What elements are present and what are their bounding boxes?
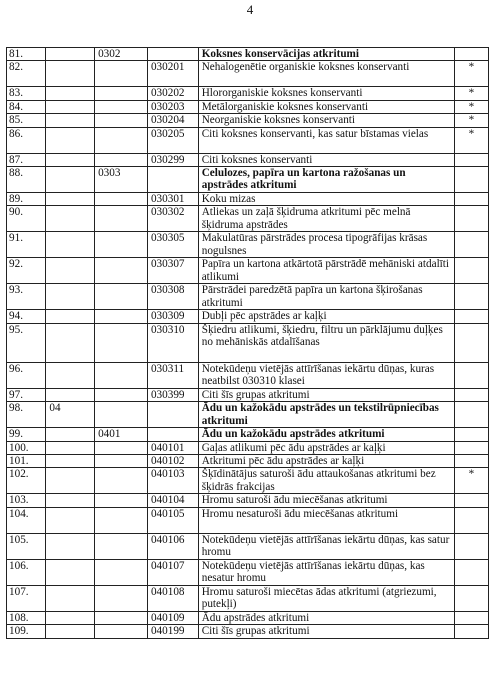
waste-name-cell: Celulozes, papīra un kartona ražošanas un apstrādes atkritumi xyxy=(198,167,454,193)
subgroup-code-cell xyxy=(95,193,148,206)
waste-name-cell: Koku mizas xyxy=(198,193,454,206)
hazardous-mark-cell xyxy=(454,323,488,362)
group-code-cell xyxy=(46,258,95,284)
hazardous-mark-cell: * xyxy=(454,100,488,113)
group-code-cell xyxy=(46,585,95,611)
row-number-cell: 88. xyxy=(7,167,46,193)
hazardous-mark-cell xyxy=(454,232,488,258)
hazardous-mark-cell xyxy=(454,559,488,585)
hazardous-mark-cell: * xyxy=(454,127,488,153)
hazardous-mark-cell xyxy=(454,48,488,61)
subgroup-code-cell xyxy=(95,507,148,533)
subgroup-code-cell xyxy=(95,87,148,100)
waste-code-cell xyxy=(147,402,198,428)
table-row xyxy=(7,533,489,559)
group-code-cell xyxy=(46,611,95,624)
table-row xyxy=(7,258,489,284)
hazardous-mark-cell: * xyxy=(454,87,488,100)
waste-name-cell: Ādu un kažokādu apstrādes atkritumi xyxy=(198,428,454,441)
table-row xyxy=(7,48,489,61)
hazardous-mark-cell xyxy=(454,402,488,428)
row-number-cell: 89. xyxy=(7,193,46,206)
page-number: 4 xyxy=(246,2,254,17)
subgroup-code-cell xyxy=(95,402,148,428)
waste-name-cell: Papīra un kartona atkārtotā pārstrādē mehāniski atdalīti atlikumi xyxy=(198,258,454,284)
row-number-cell: 106. xyxy=(7,559,46,585)
waste-code-cell: 030310 xyxy=(147,323,198,362)
group-code-cell xyxy=(46,494,95,507)
row-number-cell: 102. xyxy=(7,468,46,494)
waste-code-cell: 030311 xyxy=(147,362,198,388)
subgroup-code-cell xyxy=(95,127,148,153)
waste-name-cell: Koksnes konservācijas atkritumi xyxy=(198,48,454,61)
group-code-cell xyxy=(46,362,95,388)
hazardous-mark-cell xyxy=(454,388,488,401)
group-code-cell xyxy=(46,323,95,362)
waste-code-cell: 040107 xyxy=(147,559,198,585)
table-row xyxy=(7,507,489,533)
waste-name-cell: Citi šīs grupas atkritumi xyxy=(198,625,454,638)
waste-code-cell: 030205 xyxy=(147,127,198,153)
table-row xyxy=(7,428,489,441)
table-row xyxy=(7,87,489,100)
waste-code-cell: 040104 xyxy=(147,494,198,507)
row-number-cell: 101. xyxy=(7,455,46,468)
row-number-cell: 98. xyxy=(7,402,46,428)
row-number-cell: 100. xyxy=(7,441,46,454)
waste-code-cell: 030299 xyxy=(147,153,198,166)
row-number-cell: 81. xyxy=(7,48,46,61)
row-number-cell: 94. xyxy=(7,310,46,323)
waste-code-cell xyxy=(147,48,198,61)
subgroup-code-cell xyxy=(95,61,148,87)
subgroup-code-cell xyxy=(95,232,148,258)
waste-classification-table xyxy=(6,47,489,639)
row-number-cell: 84. xyxy=(7,100,46,113)
group-code-cell xyxy=(46,114,95,127)
waste-name-cell: Atliekas un zaļā šķidruma atkritumi pēc melnā šķidruma apstrādes xyxy=(198,206,454,232)
waste-code-cell: 040109 xyxy=(147,611,198,624)
group-code-cell xyxy=(46,48,95,61)
waste-code-cell: 040101 xyxy=(147,441,198,454)
group-code-cell: 04 xyxy=(46,402,95,428)
row-number-cell: 108. xyxy=(7,611,46,624)
waste-code-cell: 030399 xyxy=(147,388,198,401)
group-code-cell xyxy=(46,100,95,113)
waste-code-cell xyxy=(147,428,198,441)
waste-code-cell: 030302 xyxy=(147,206,198,232)
table-row xyxy=(7,100,489,113)
row-number-cell: 97. xyxy=(7,388,46,401)
waste-name-cell: Metālorganiskie koksnes konservanti xyxy=(198,100,454,113)
row-number-cell: 85. xyxy=(7,114,46,127)
group-code-cell xyxy=(46,193,95,206)
hazardous-mark-cell: * xyxy=(454,114,488,127)
subgroup-code-cell xyxy=(95,468,148,494)
waste-name-cell: Neorganiskie koksnes konservanti xyxy=(198,114,454,127)
subgroup-code-cell xyxy=(95,559,148,585)
waste-code-cell: 040102 xyxy=(147,455,198,468)
hazardous-mark-cell xyxy=(454,441,488,454)
waste-code-cell: 030305 xyxy=(147,232,198,258)
row-number-cell: 93. xyxy=(7,284,46,310)
waste-name-cell: Notekūdeņu vietējās attīrīšanas iekārtu dūņas, kas nesatur hromu xyxy=(198,559,454,585)
waste-code-cell: 030308 xyxy=(147,284,198,310)
group-code-cell xyxy=(46,533,95,559)
table-row xyxy=(7,206,489,232)
waste-code-cell: 030203 xyxy=(147,100,198,113)
waste-name-cell: Gaļas atlikumi pēc ādu apstrādes ar kaļķi xyxy=(198,441,454,454)
waste-name-cell: Atkritumi pēc ādu apstrādes ar kaļķi xyxy=(198,455,454,468)
waste-name-cell: Ādu un kažokādu apstrādes un tekstilrūpniecības atkritumi xyxy=(198,402,454,428)
table-row xyxy=(7,559,489,585)
hazardous-mark-cell xyxy=(454,455,488,468)
subgroup-code-cell xyxy=(95,441,148,454)
subgroup-code-cell xyxy=(95,284,148,310)
table-row xyxy=(7,468,489,494)
table-row xyxy=(7,625,489,638)
group-code-cell xyxy=(46,127,95,153)
table-row xyxy=(7,232,489,258)
waste-code-cell: 040108 xyxy=(147,585,198,611)
waste-name-cell: Notekūdeņu vietējās attīrīšanas iekārtu dūņas, kuras neatbilst 030310 klasei xyxy=(198,362,454,388)
row-number-cell: 96. xyxy=(7,362,46,388)
waste-name-cell: Ādu apstrādes atkritumi xyxy=(198,611,454,624)
waste-name-cell: Hromu nesaturoši ādu miecēšanas atkritumi xyxy=(198,507,454,533)
waste-code-cell: 030202 xyxy=(147,87,198,100)
subgroup-code-cell xyxy=(95,100,148,113)
group-code-cell xyxy=(46,153,95,166)
subgroup-code-cell: 0401 xyxy=(95,428,148,441)
table-row xyxy=(7,611,489,624)
row-number-cell: 105. xyxy=(7,533,46,559)
hazardous-mark-cell xyxy=(454,258,488,284)
subgroup-code-cell xyxy=(95,533,148,559)
table-row xyxy=(7,284,489,310)
row-number-cell: 87. xyxy=(7,153,46,166)
hazardous-mark-cell xyxy=(454,611,488,624)
table-row xyxy=(7,388,489,401)
hazardous-mark-cell xyxy=(454,585,488,611)
table-row xyxy=(7,61,489,87)
hazardous-mark-cell: * xyxy=(454,61,488,87)
row-number-cell: 86. xyxy=(7,127,46,153)
waste-name-cell: Nehalogenētie organiskie koksnes konservanti xyxy=(198,61,454,87)
hazardous-mark-cell xyxy=(454,310,488,323)
waste-name-cell: Notekūdeņu vietējās attīrīšanas iekārtu dūņas, kas satur hromu xyxy=(198,533,454,559)
subgroup-code-cell xyxy=(95,625,148,638)
subgroup-code-cell xyxy=(95,388,148,401)
group-code-cell xyxy=(46,232,95,258)
hazardous-mark-cell xyxy=(454,494,488,507)
table-row xyxy=(7,441,489,454)
hazardous-mark-cell xyxy=(454,153,488,166)
waste-code-cell: 030201 xyxy=(147,61,198,87)
group-code-cell xyxy=(46,559,95,585)
group-code-cell xyxy=(46,61,95,87)
table-row xyxy=(7,362,489,388)
subgroup-code-cell xyxy=(95,114,148,127)
hazardous-mark-cell xyxy=(454,428,488,441)
hazardous-mark-cell xyxy=(454,193,488,206)
subgroup-code-cell xyxy=(95,455,148,468)
group-code-cell xyxy=(46,455,95,468)
row-number-cell: 95. xyxy=(7,323,46,362)
group-code-cell xyxy=(46,428,95,441)
table-row xyxy=(7,153,489,166)
subgroup-code-cell xyxy=(95,494,148,507)
hazardous-mark-cell xyxy=(454,533,488,559)
row-number-cell: 99. xyxy=(7,428,46,441)
waste-name-cell: Makulatūras pārstrādes procesa tipogrāfijas krāsas nogulsnes xyxy=(198,232,454,258)
table-row xyxy=(7,585,489,611)
subgroup-code-cell xyxy=(95,310,148,323)
waste-code-cell: 040105 xyxy=(147,507,198,533)
waste-code-cell: 030307 xyxy=(147,258,198,284)
hazardous-mark-cell xyxy=(454,284,488,310)
subgroup-code-cell xyxy=(95,153,148,166)
waste-code-cell: 040199 xyxy=(147,625,198,638)
table-row xyxy=(7,114,489,127)
row-number-cell: 90. xyxy=(7,206,46,232)
row-number-cell: 109. xyxy=(7,625,46,638)
subgroup-code-cell xyxy=(95,206,148,232)
table-row xyxy=(7,455,489,468)
subgroup-code-cell: 0302 xyxy=(95,48,148,61)
table-row xyxy=(7,193,489,206)
row-number-cell: 82. xyxy=(7,61,46,87)
group-code-cell xyxy=(46,206,95,232)
table-row xyxy=(7,402,489,428)
group-code-cell xyxy=(46,87,95,100)
table-row xyxy=(7,494,489,507)
hazardous-mark-cell: * xyxy=(454,468,488,494)
row-number-cell: 83. xyxy=(7,87,46,100)
subgroup-code-cell xyxy=(95,258,148,284)
waste-name-cell: Šķiedru atlikumi, šķiedru, filtru un pārklājumu duļķes no mehāniskās atdalīšanas xyxy=(198,323,454,362)
group-code-cell xyxy=(46,625,95,638)
table-body xyxy=(7,48,489,639)
group-code-cell xyxy=(46,310,95,323)
row-number-cell: 103. xyxy=(7,494,46,507)
group-code-cell xyxy=(46,284,95,310)
group-code-cell xyxy=(46,468,95,494)
table-row xyxy=(7,310,489,323)
waste-code-cell xyxy=(147,167,198,193)
subgroup-code-cell xyxy=(95,585,148,611)
hazardous-mark-cell xyxy=(454,167,488,193)
waste-name-cell: Hromu saturoši miecētas ādas atkritumi (atgriezumi, putekļi) xyxy=(198,585,454,611)
waste-name-cell: Hromu saturoši ādu miecēšanas atkritumi xyxy=(198,494,454,507)
waste-name-cell: Dubļi pēc apstrādes ar kaļķi xyxy=(198,310,454,323)
row-number-cell: 104. xyxy=(7,507,46,533)
hazardous-mark-cell xyxy=(454,507,488,533)
table-row xyxy=(7,127,489,153)
group-code-cell xyxy=(46,507,95,533)
row-number-cell: 92. xyxy=(7,258,46,284)
row-number-cell: 91. xyxy=(7,232,46,258)
subgroup-code-cell xyxy=(95,323,148,362)
waste-code-cell: 030204 xyxy=(147,114,198,127)
subgroup-code-cell: 0303 xyxy=(95,167,148,193)
hazardous-mark-cell xyxy=(454,206,488,232)
subgroup-code-cell xyxy=(95,362,148,388)
waste-name-cell: Citi šīs grupas atkritumi xyxy=(198,388,454,401)
hazardous-mark-cell xyxy=(454,362,488,388)
hazardous-mark-cell xyxy=(454,625,488,638)
subgroup-code-cell xyxy=(95,611,148,624)
waste-name-cell: Hlororganiskie koksnes konservanti xyxy=(198,87,454,100)
row-number-cell: 107. xyxy=(7,585,46,611)
group-code-cell xyxy=(46,167,95,193)
group-code-cell xyxy=(46,441,95,454)
table-row xyxy=(7,323,489,362)
waste-name-cell: Citi koksnes konservanti, kas satur bīstamas vielas xyxy=(198,127,454,153)
waste-code-cell: 040106 xyxy=(147,533,198,559)
waste-code-cell: 030309 xyxy=(147,310,198,323)
waste-code-cell: 030301 xyxy=(147,193,198,206)
table-row xyxy=(7,167,489,193)
waste-name-cell: Pārstrādei paredzētā papīra un kartona šķirošanas atkritumi xyxy=(198,284,454,310)
waste-name-cell: Šķīdinātājus saturoši ādu attaukošanas atkritumi bez šķidrās frakcijas xyxy=(198,468,454,494)
waste-name-cell: Citi koksnes konservanti xyxy=(198,153,454,166)
group-code-cell xyxy=(46,388,95,401)
waste-code-cell: 040103 xyxy=(147,468,198,494)
